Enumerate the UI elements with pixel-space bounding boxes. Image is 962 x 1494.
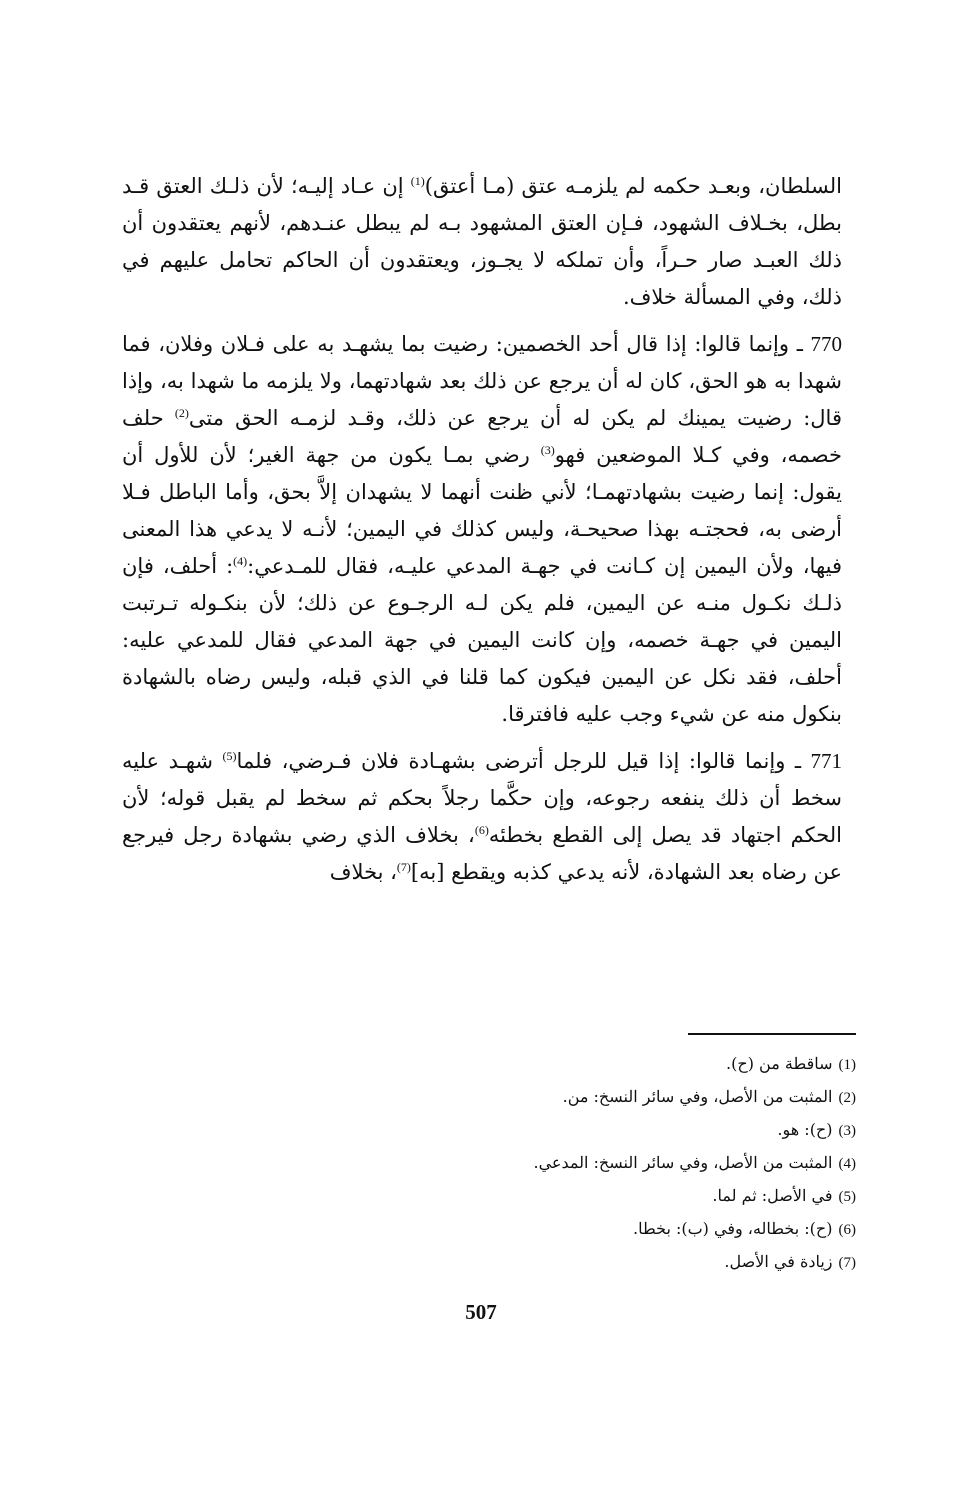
text-segment: ، بخلاف [329, 860, 397, 884]
footnote-ref: (4) [233, 554, 248, 568]
main-text [122, 168, 842, 901]
paragraph-number: 771 [810, 749, 842, 773]
footnote-ref: (1) [410, 174, 425, 188]
footnote-mark: (5) [838, 1189, 856, 1205]
footnote-mark: (7) [838, 1255, 856, 1271]
footnote-mark: (4) [838, 1156, 856, 1172]
text-segment: شهـد عليه سخط أن ذلك ينفعه رجوعه، وإن حكَّما رجلاً بحكم ثم سخط لم يقبل قوله؛ لأن الحكم اجتهاد قد يصل إلى القطع بخطئه [122, 749, 842, 847]
footnote-text: ساقطة من (ح). [726, 1054, 833, 1073]
footnote-ref: (3) [540, 443, 555, 457]
text-segment: ـ وإنما قالوا: إذا قال أحد الخصمين: رضيت بما يشهـد به على فـلان وفلان، فما شهدا به هو الحق، كان له أن يرجع عن ذلك بعد شهادتهما، ولا يلزمه ما شهدا به، وإذا قال: رضيت يمينك لم يكن له أن يرجع عن ذلك، وقـد لزمـه الحق متى [122, 332, 842, 430]
footnote-item [300, 1048, 856, 1081]
text-segment: ، بخلاف الذي رضي بشهادة رجل فيرجع عن رضاه بعد الشهادة، لأنه يدعي كذبه ويقطع [به] [122, 823, 842, 884]
footnote-text: المثبت من الأصل، وفي سائر النسخ: المدعي. [533, 1153, 833, 1172]
footnote-ref: (2) [174, 406, 189, 420]
page-number: 507 [465, 1300, 497, 1324]
footnote-ref: (5) [222, 749, 237, 763]
footnote-text: (ح): بخطاله، وفي (ب): بخطا. [633, 1219, 833, 1238]
footnote-item [300, 1246, 856, 1279]
text-segment: ـ وإنما قالوا: إذا قيل للرجل أترضى بشهـادة فلان فـرضي، فلما [236, 749, 811, 773]
text-segment: إن عـاد إليـه؛ لأن ذلـك العتق قـد بطل، بخـلاف الشهود، فـإن العتق المشهود بـه لم يبطل عنـدهم، لأنهم يعتقدون أن ذلك العبـد صار حـراً، وأن تملكه لا يجـوز، ويعتقدون أن الحاكم تحامل عليهم في ذلك، وفي المسألة خلاف. [122, 174, 842, 309]
footnote-item [300, 1180, 856, 1213]
text-segment: رضي بمـا يكون من جهة الغير؛ لأن للأول أن يقول: إنما رضيت بشهادتهمـا؛ لأني ظنت أنهما لا يشهدان إلاَّ بحق، وأما الباطل فـلا أرضى به، فحجتـه بهذا صحيحـة، وليس كذلك في اليمين؛ لأنـه لا يدعي هذا المعنى فيها، ولأن اليمين إن كـانت في جهـة المدعي عليـه، فقال للمـدعي: [122, 443, 842, 578]
text-segment: السلطان، وبعـد حكمه لم يلزمـه عتق (مـا أعتق) [424, 174, 842, 198]
footnote-ref: (6) [474, 823, 489, 837]
footnote-item [300, 1081, 856, 1114]
paragraph-continuation [122, 168, 842, 316]
footnote-text: (ح): هو. [777, 1120, 833, 1139]
footnote-text: في الأصل: ثم لما. [712, 1186, 833, 1205]
paragraph-770 [122, 326, 842, 733]
footnote-divider [688, 1033, 856, 1035]
footnote-text: زيادة في الأصل. [724, 1252, 833, 1271]
footnote-mark: (6) [838, 1222, 856, 1238]
footnote-item [300, 1213, 856, 1246]
text-segment: حلف خصمه، وفي كـلا الموضعين فهو [122, 406, 842, 467]
footnote-mark: (2) [838, 1090, 856, 1106]
footnote-item [300, 1147, 856, 1180]
footnotes-list [300, 1048, 856, 1279]
text-segment: : أحلف، فإن ذلـك نكـول منـه عن اليمين، فلم يكن لـه الرجـوع عن ذلك؛ لأن بنكـوله تـرتبت اليمين في جهـة خصمه، وإن كانت اليمين في جهة المدعي فقال للمدعي عليه: أحلف، فقد نكل عن اليمين فيكون كما قلنا في الذي قبله، وليس رضاه بالشهادة بنكول منه عن شيء وجب عليه فافترقا. [122, 554, 842, 726]
footnote-item [300, 1114, 856, 1147]
paragraph-number: 770 [810, 332, 842, 356]
footnote-mark: (3) [838, 1123, 856, 1139]
footnote-mark: (1) [838, 1057, 856, 1073]
footnote-text: المثبت من الأصل، وفي سائر النسخ: من. [562, 1087, 833, 1106]
footnote-ref: (7) [396, 860, 411, 874]
paragraph-771 [122, 743, 842, 891]
